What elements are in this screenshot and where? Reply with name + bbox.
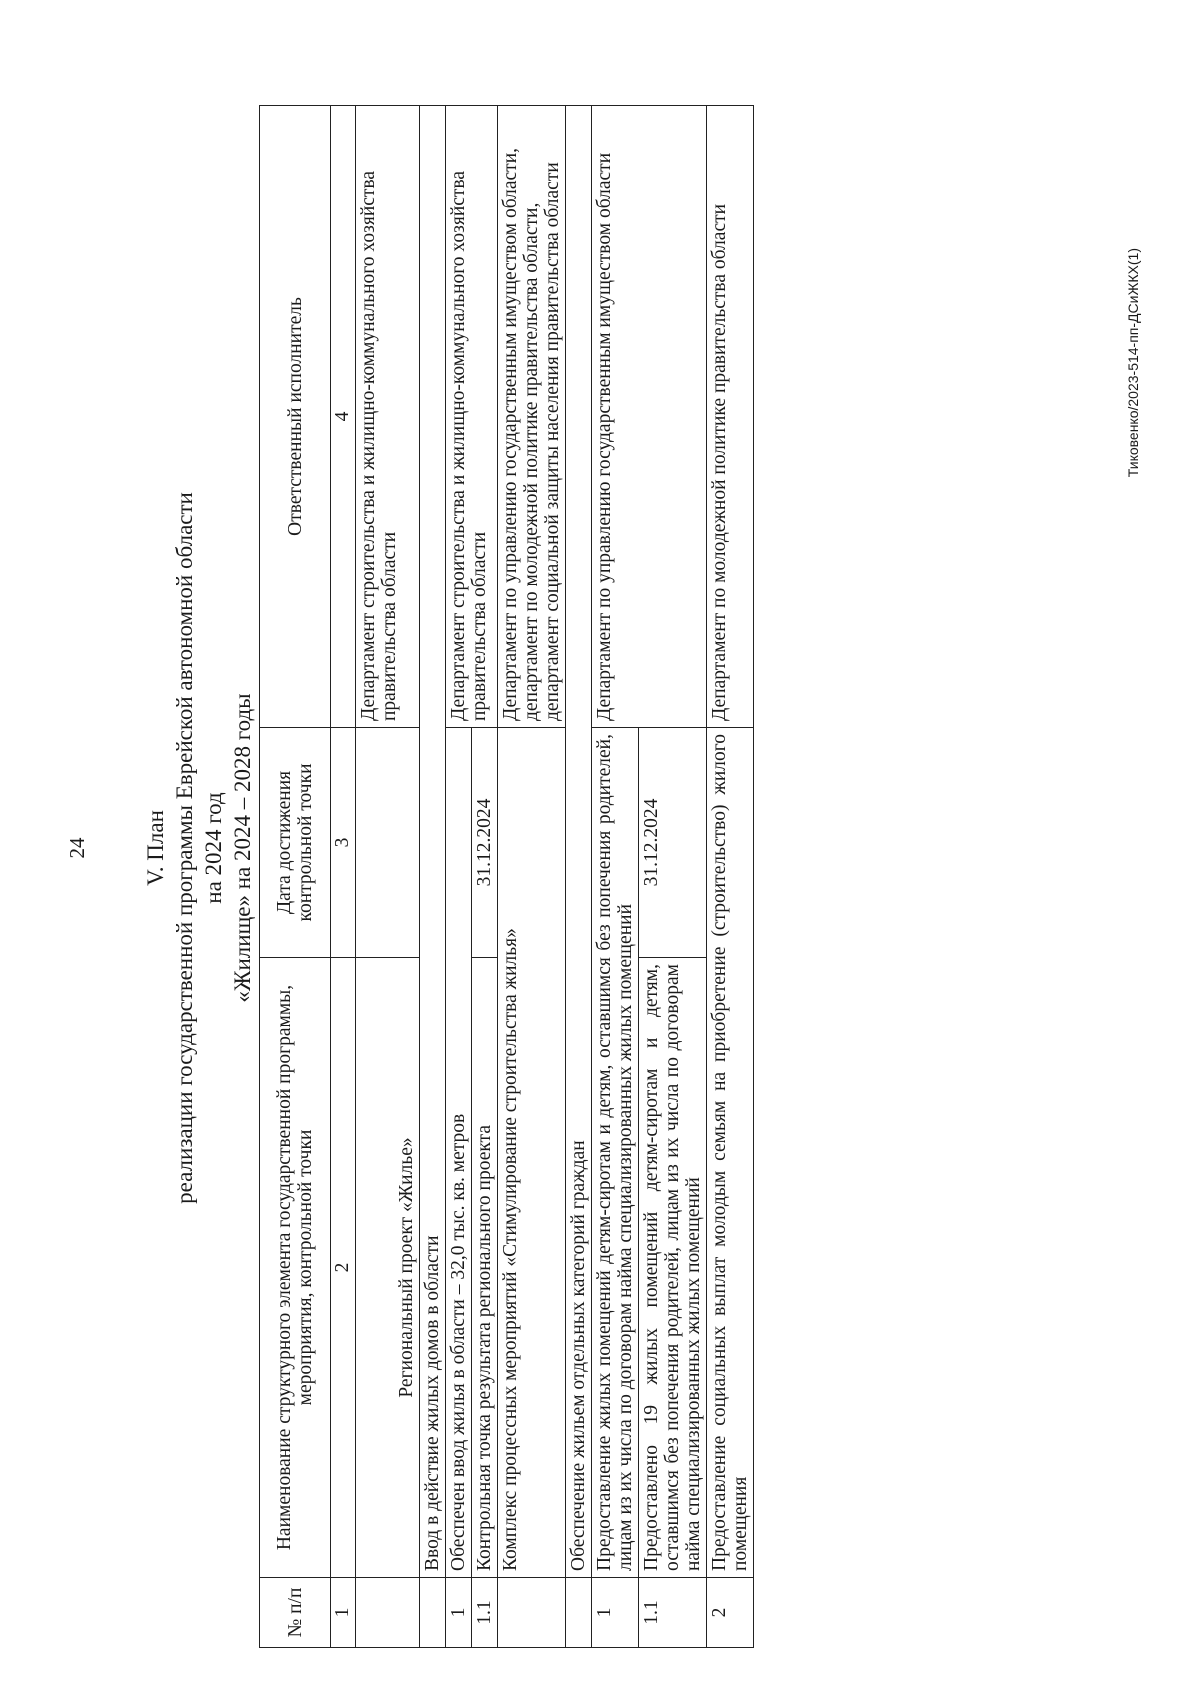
row-date: 31.12.2024 [472,728,498,958]
row-number: 1.1 [639,1578,707,1648]
header-row [260,106,331,1648]
table-row [356,106,420,1648]
complex-executor: Департамент по управлению государственным имуществом области, департамент по молодежной политике правительства области, департамент социальной защиты населения правительства области [498,106,566,728]
header-num: № п/п [260,1578,331,1648]
rotated-page [35,48,1165,1648]
header-executor: Ответственный исполнитель [260,106,331,728]
cell-empty [356,728,420,958]
title-line-1: V. План [143,810,168,886]
row-name: Предоставление социальных выплат молодым семьям на приобретение (строительство) жилого помещения [707,728,754,1578]
row-executor: Департамент строительства и жилищно-коммунального хозяйства правительства области [446,106,498,728]
table-row [498,106,566,1648]
table-row [446,106,472,1648]
table-row [566,106,592,1648]
task-heading: Ввод в действие жилых домов в области [420,106,446,1578]
row-name: Обеспечен ввод жилья в области – 32,0 тыс. кв. метров [446,728,472,1578]
complex-name: Комплекс процессных мероприятий «Стимулирование строительства жилья» [498,728,566,1578]
row-name: Предоставлено 19 жилых помещений детям-сиротам и детям, оставшимся без попечения родителей, лицам из их числа по договорам найма специализированных жилых помещений [639,958,707,1578]
cell-empty [566,1578,592,1648]
title-line-4: «Жилище» на 2024 – 2028 годы [230,693,255,1003]
table-row [592,106,639,1648]
table-row [707,106,754,1648]
row-number: 1.1 [472,1578,498,1648]
project-name: Региональный проект «Жилье» [356,958,420,1578]
cell-empty [356,1578,420,1648]
document-reference: Тиковенко/2023-514-пп-ДСиЖКХ(1) [1125,248,1141,478]
task-heading: Обеспечение жильем отдельных категорий граждан [566,106,592,1578]
page-number: 24 [65,837,89,859]
row-date: 31.12.2024 [639,728,707,958]
row-number: 2 [707,1578,754,1648]
header-name: Наименование структурного элемента государственной программы, мероприятия, контрольной точки [260,958,331,1578]
title-line-3: на 2024 год [201,792,226,904]
row-name: Предоставление жилых помещений детям-сиротам и детям, оставшимся без попечения родителей, лицам из их числа по договорам найма специализированных жилых помещений [592,728,639,1578]
row-name: Контрольная точка результата регионального проекта [472,958,498,1578]
column-number: 2 [331,958,356,1578]
table-row [420,106,446,1648]
column-number: 1 [331,1578,356,1648]
plan-table [259,105,754,1648]
title-line-2: реализации государственной программы Еврейской автономной области [172,492,197,1204]
row-number: 1 [592,1578,639,1648]
column-number-row [331,106,356,1648]
column-number: 3 [331,728,356,958]
document-title [141,48,257,1648]
project-executor: Департамент строительства и жилищно-коммунального хозяйства правительства области [356,106,420,728]
row-executor: Департамент по молодежной политике правительства области [707,106,754,728]
row-number: 1 [446,1578,472,1648]
cell-empty [498,1578,566,1648]
header-date: Дата достижения контрольной точки [260,728,331,958]
column-number: 4 [331,106,356,728]
cell-empty [420,1578,446,1648]
row-executor: Департамент по управлению государственным имуществом области [592,106,707,728]
